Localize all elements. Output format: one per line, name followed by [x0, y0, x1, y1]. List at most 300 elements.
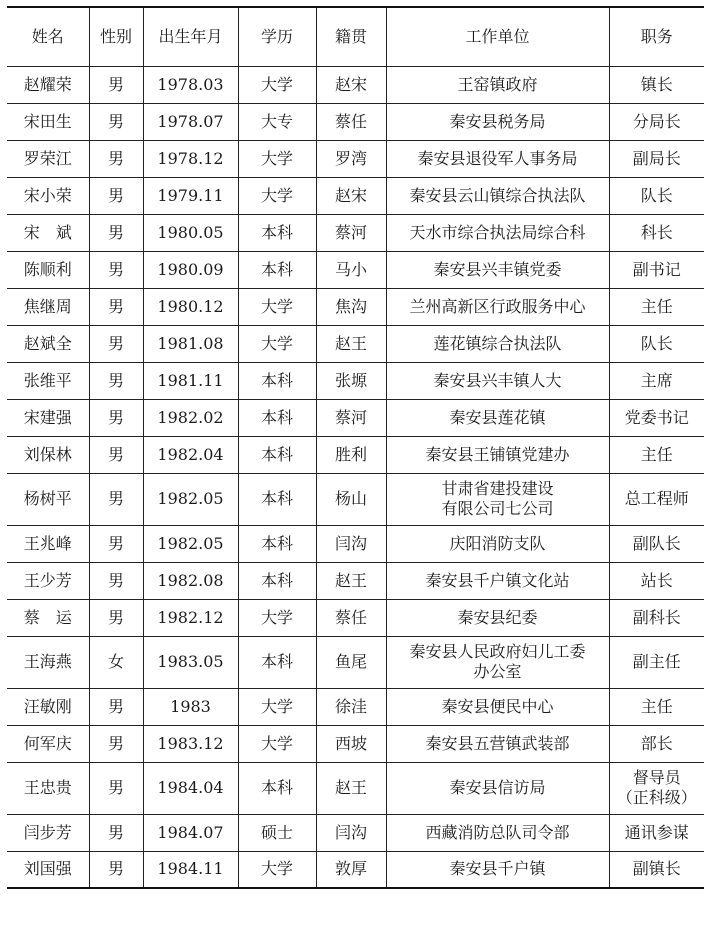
cell-name-text: 王兆峰 [23, 533, 72, 553]
table-row [7, 288, 704, 325]
cell-gender [89, 66, 143, 103]
cell-gender [89, 562, 143, 599]
cell-position [609, 525, 704, 562]
cell-position [609, 636, 704, 688]
cell-education [238, 325, 316, 362]
cell-work-unit-text: 秦安县千户镇文化站 [425, 570, 570, 590]
cell-work-unit [386, 288, 609, 325]
cell-gender [89, 214, 143, 251]
cell-gender-text: 男 [107, 74, 124, 94]
cell-native-place-text: 赵宋 [334, 74, 367, 94]
cell-work-unit [386, 599, 609, 636]
cell-birth-date-text: 1978.12 [157, 148, 224, 168]
cell-gender [89, 103, 143, 140]
cell-birth-date [143, 636, 238, 688]
cell-native-place [316, 362, 386, 399]
cell-name [7, 762, 89, 814]
cell-birth-date-text: 1984.11 [157, 859, 224, 879]
cell-name-text: 赵斌全 [23, 333, 72, 353]
cell-birth-date-text: 1978.07 [157, 111, 224, 131]
header-name: 姓名 [7, 7, 89, 66]
cell-education [238, 473, 316, 525]
cell-gender-text: 男 [107, 489, 124, 508]
cell-gender [89, 599, 143, 636]
cell-birth-date [143, 140, 238, 177]
cell-gender [89, 399, 143, 436]
cell-native-place [316, 851, 386, 888]
cell-position [609, 214, 704, 251]
cell-name [7, 851, 89, 888]
cell-native-place-text: 罗湾 [334, 148, 367, 168]
cell-position-text: 督导员 （正科级） [616, 768, 697, 807]
cell-work-unit-text: 庆阳消防支队 [449, 533, 546, 553]
cell-work-unit-text: 秦安县五营镇武装部 [425, 733, 570, 753]
cell-name-text: 何军庆 [23, 733, 72, 753]
cell-position-text: 队长 [640, 333, 673, 353]
cell-education-text: 本科 [260, 444, 293, 464]
cell-education [238, 103, 316, 140]
cell-education-text: 本科 [260, 652, 293, 671]
table-row [7, 251, 704, 288]
table-row [7, 525, 704, 562]
cell-gender [89, 325, 143, 362]
cell-name-text: 汪敏刚 [23, 696, 72, 716]
cell-birth-date-text: 1981.11 [157, 370, 224, 390]
cell-native-place-text: 蔡河 [334, 222, 367, 242]
cell-position-text: 副书记 [632, 259, 681, 279]
cell-birth-date [143, 725, 238, 762]
table-row [7, 103, 704, 140]
cell-education-text: 本科 [260, 407, 293, 427]
cell-name [7, 214, 89, 251]
cell-gender-text: 男 [107, 696, 124, 716]
cell-birth-date [143, 688, 238, 725]
table-row [7, 214, 704, 251]
cell-gender [89, 851, 143, 888]
cell-name [7, 103, 89, 140]
cell-education [238, 636, 316, 688]
table-row [7, 66, 704, 103]
cell-native-place-text: 张塬 [334, 370, 367, 390]
table-row [7, 140, 704, 177]
cell-gender-text: 女 [107, 652, 124, 671]
cell-education-text: 大学 [260, 333, 293, 353]
cell-birth-date [143, 177, 238, 214]
cell-position-text: 副科长 [632, 607, 681, 627]
cell-position [609, 325, 704, 362]
cell-native-place-text: 闫沟 [334, 822, 367, 842]
cell-work-unit [386, 251, 609, 288]
cell-gender-text: 男 [107, 822, 124, 842]
cell-gender [89, 177, 143, 214]
cell-position [609, 362, 704, 399]
cell-education [238, 140, 316, 177]
cell-gender-text: 男 [107, 859, 124, 879]
cell-gender [89, 436, 143, 473]
cell-name [7, 325, 89, 362]
cell-native-place [316, 762, 386, 814]
cell-work-unit [386, 214, 609, 251]
cell-gender-text: 男 [107, 533, 124, 553]
cell-position [609, 399, 704, 436]
cell-work-unit-text: 秦安县兴丰镇党委 [433, 259, 562, 279]
cell-native-place [316, 636, 386, 688]
cell-native-place-text: 赵王 [334, 333, 367, 353]
cell-work-unit-text: 西藏消防总队司令部 [425, 822, 570, 842]
cell-native-place [316, 688, 386, 725]
cell-education [238, 399, 316, 436]
cell-position-text: 主任 [640, 444, 673, 464]
cell-name-text: 宋建强 [23, 407, 72, 427]
cell-native-place-text: 鱼尾 [334, 652, 367, 671]
cell-position-text: 总工程师 [624, 489, 689, 508]
cell-native-place-text: 赵王 [334, 778, 367, 797]
cell-birth-date-text: 1983 [170, 696, 211, 716]
cell-work-unit-text: 秦安县纪委 [457, 607, 538, 627]
personnel-table-sheet [7, 6, 704, 889]
cell-gender-text: 男 [107, 148, 124, 168]
cell-education [238, 525, 316, 562]
cell-position-text: 主任 [640, 296, 673, 316]
cell-birth-date-text: 1982.04 [157, 444, 224, 464]
cell-name [7, 251, 89, 288]
header-education: 学历 [238, 7, 316, 66]
cell-birth-date [143, 399, 238, 436]
cell-native-place-text: 赵宋 [334, 185, 367, 205]
cell-work-unit [386, 636, 609, 688]
cell-work-unit [386, 362, 609, 399]
cell-position [609, 140, 704, 177]
cell-work-unit-text: 天水市综合执法局综合科 [409, 222, 586, 242]
cell-work-unit-text: 秦安县信访局 [449, 778, 546, 797]
header-row [7, 7, 704, 66]
cell-birth-date [143, 214, 238, 251]
cell-name-text: 赵耀荣 [23, 74, 72, 94]
cell-birth-date-text: 1982.02 [157, 407, 224, 427]
cell-birth-date-text: 1982.05 [157, 533, 224, 553]
table-row [7, 599, 704, 636]
cell-native-place [316, 399, 386, 436]
table-row [7, 562, 704, 599]
table-row [7, 362, 704, 399]
header-native-place: 籍贯 [316, 7, 386, 66]
cell-position-text: 站长 [640, 570, 673, 590]
header-birth-date: 出生年月 [143, 7, 238, 66]
cell-birth-date [143, 562, 238, 599]
cell-gender-text: 男 [107, 111, 124, 131]
table-row [7, 762, 704, 814]
cell-position [609, 103, 704, 140]
cell-position [609, 725, 704, 762]
cell-work-unit-text: 甘肃省建投建设 有限公司七公司 [441, 479, 554, 518]
cell-education [238, 814, 316, 851]
cell-native-place-text: 蔡河 [334, 407, 367, 427]
cell-name-text: 罗荣江 [23, 148, 72, 168]
cell-education-text: 本科 [260, 370, 293, 390]
cell-native-place-text: 敦厚 [334, 859, 367, 879]
cell-gender-text: 男 [107, 333, 124, 353]
cell-birth-date-text: 1980.12 [157, 296, 224, 316]
table-row [7, 814, 704, 851]
cell-name-text: 刘保林 [23, 444, 72, 464]
cell-birth-date-text: 1984.07 [157, 822, 224, 842]
cell-gender-text: 男 [107, 407, 124, 427]
cell-gender-text: 男 [107, 185, 124, 205]
cell-work-unit-text: 秦安县王铺镇党建办 [425, 444, 570, 464]
header-work-unit: 工作单位 [386, 7, 609, 66]
cell-native-place [316, 214, 386, 251]
cell-work-unit [386, 103, 609, 140]
cell-education-text: 本科 [260, 222, 293, 242]
cell-education [238, 725, 316, 762]
cell-birth-date-text: 1982.08 [157, 570, 224, 590]
cell-birth-date-text: 1978.03 [157, 74, 224, 94]
cell-native-place [316, 103, 386, 140]
cell-gender [89, 762, 143, 814]
cell-education [238, 362, 316, 399]
cell-work-unit-text: 秦安县便民中心 [441, 696, 554, 716]
cell-native-place-text: 蔡任 [334, 607, 367, 627]
cell-native-place-text: 焦沟 [334, 296, 367, 316]
cell-work-unit-text: 兰州高新区行政服务中心 [409, 296, 586, 316]
cell-work-unit [386, 325, 609, 362]
cell-education-text: 本科 [260, 533, 293, 553]
cell-education [238, 851, 316, 888]
cell-native-place [316, 140, 386, 177]
cell-birth-date-text: 1979.11 [157, 185, 224, 205]
table-row [7, 177, 704, 214]
cell-education-text: 本科 [260, 489, 293, 508]
cell-birth-date [143, 525, 238, 562]
cell-name [7, 473, 89, 525]
cell-education-text: 大学 [260, 185, 293, 205]
cell-birth-date [143, 473, 238, 525]
cell-gender-text: 男 [107, 570, 124, 590]
cell-native-place [316, 814, 386, 851]
cell-position [609, 436, 704, 473]
cell-name-text: 王忠贵 [23, 778, 72, 797]
cell-gender [89, 525, 143, 562]
cell-gender-text: 男 [107, 259, 124, 279]
cell-work-unit [386, 525, 609, 562]
cell-name [7, 562, 89, 599]
cell-work-unit [386, 725, 609, 762]
cell-birth-date [143, 288, 238, 325]
cell-position [609, 851, 704, 888]
cell-gender [89, 288, 143, 325]
header-position: 职务 [609, 7, 704, 66]
cell-education [238, 66, 316, 103]
cell-native-place [316, 562, 386, 599]
cell-work-unit-text: 秦安县税务局 [449, 111, 546, 131]
cell-birth-date-text: 1983.05 [157, 652, 224, 671]
cell-native-place [316, 177, 386, 214]
table-row [7, 851, 704, 888]
cell-name-text: 张维平 [23, 370, 72, 390]
cell-name [7, 177, 89, 214]
cell-birth-date-text: 1982.05 [157, 489, 224, 508]
cell-gender [89, 251, 143, 288]
cell-position [609, 66, 704, 103]
cell-position-text: 副主任 [632, 652, 681, 671]
cell-work-unit-text: 莲花镇综合执法队 [433, 333, 562, 353]
cell-work-unit-text: 秦安县莲花镇 [449, 407, 546, 427]
cell-education-text: 大学 [260, 148, 293, 168]
table-row [7, 436, 704, 473]
cell-position [609, 288, 704, 325]
cell-education [238, 762, 316, 814]
cell-education-text: 大学 [260, 607, 293, 627]
cell-education-text: 大学 [260, 859, 293, 879]
cell-native-place [316, 436, 386, 473]
cell-name [7, 436, 89, 473]
cell-name [7, 599, 89, 636]
cell-position-text: 副队长 [632, 533, 681, 553]
cell-work-unit [386, 762, 609, 814]
table-row [7, 325, 704, 362]
table-row [7, 688, 704, 725]
cell-birth-date [143, 325, 238, 362]
cell-native-place [316, 66, 386, 103]
cell-education [238, 288, 316, 325]
cell-gender-text: 男 [107, 444, 124, 464]
cell-birth-date [143, 762, 238, 814]
cell-position-text: 副局长 [632, 148, 681, 168]
cell-work-unit-text: 秦安县千户镇 [449, 859, 546, 879]
cell-name-text: 王海燕 [23, 652, 72, 671]
table-row [7, 399, 704, 436]
cell-gender [89, 814, 143, 851]
cell-birth-date-text: 1980.09 [157, 259, 224, 279]
cell-name-text: 刘国强 [23, 859, 72, 879]
cell-position-text: 主任 [640, 696, 673, 716]
cell-birth-date [143, 103, 238, 140]
cell-position-text: 科长 [640, 222, 673, 242]
cell-position-text: 队长 [640, 185, 673, 205]
cell-gender [89, 725, 143, 762]
cell-native-place [316, 288, 386, 325]
cell-native-place-text: 蔡任 [334, 111, 367, 131]
cell-name-text: 杨树平 [23, 489, 72, 508]
cell-work-unit-text: 秦安县人民政府妇儿工委 办公室 [409, 642, 586, 681]
cell-native-place-text: 闫沟 [334, 533, 367, 553]
cell-gender-text: 男 [107, 733, 124, 753]
cell-work-unit [386, 177, 609, 214]
cell-name [7, 362, 89, 399]
cell-birth-date [143, 66, 238, 103]
table-row [7, 473, 704, 525]
cell-education [238, 214, 316, 251]
cell-birth-date-text: 1984.04 [157, 778, 224, 797]
cell-birth-date [143, 362, 238, 399]
cell-native-place [316, 525, 386, 562]
cell-position-text: 党委书记 [624, 407, 689, 427]
cell-position-text: 通讯参谋 [624, 822, 689, 842]
cell-native-place-text: 马小 [334, 259, 367, 279]
cell-work-unit [386, 66, 609, 103]
table-body [7, 66, 704, 888]
cell-name [7, 288, 89, 325]
cell-name [7, 399, 89, 436]
table-row [7, 725, 704, 762]
cell-birth-date [143, 851, 238, 888]
cell-work-unit [386, 851, 609, 888]
cell-education [238, 562, 316, 599]
cell-native-place [316, 251, 386, 288]
cell-name-text: 宋田生 [23, 111, 72, 131]
cell-position [609, 251, 704, 288]
cell-birth-date-text: 1983.12 [157, 733, 224, 753]
cell-birth-date-text: 1981.08 [157, 333, 224, 353]
cell-gender-text: 男 [107, 296, 124, 316]
cell-position-text: 主席 [640, 370, 673, 390]
cell-gender [89, 636, 143, 688]
cell-education-text: 本科 [260, 778, 293, 797]
cell-work-unit [386, 688, 609, 725]
cell-native-place [316, 599, 386, 636]
cell-name [7, 814, 89, 851]
cell-native-place-text: 徐洼 [334, 696, 367, 716]
cell-position-text: 副镇长 [632, 859, 681, 879]
cell-birth-date [143, 599, 238, 636]
cell-name-text: 陈顺利 [23, 259, 72, 279]
cell-native-place [316, 473, 386, 525]
cell-education-text: 硕士 [260, 822, 293, 842]
cell-gender-text: 男 [107, 778, 124, 797]
cell-name [7, 636, 89, 688]
cell-name-text: 宋小荣 [23, 185, 72, 205]
cell-education [238, 251, 316, 288]
cell-native-place-text: 杨山 [334, 489, 367, 508]
cell-gender [89, 688, 143, 725]
cell-name [7, 140, 89, 177]
cell-gender [89, 140, 143, 177]
cell-native-place [316, 325, 386, 362]
cell-education [238, 436, 316, 473]
cell-name [7, 688, 89, 725]
cell-position [609, 814, 704, 851]
cell-name-text: 焦继周 [23, 296, 72, 316]
cell-position [609, 762, 704, 814]
cell-position [609, 562, 704, 599]
cell-birth-date [143, 814, 238, 851]
cell-position [609, 177, 704, 214]
cell-gender [89, 362, 143, 399]
cell-gender [89, 473, 143, 525]
cell-position-text: 部长 [640, 733, 673, 753]
cell-native-place-text: 西坡 [334, 733, 367, 753]
cell-work-unit-text: 秦安县云山镇综合执法队 [409, 185, 586, 205]
cell-work-unit [386, 473, 609, 525]
cell-position [609, 473, 704, 525]
cell-education-text: 本科 [260, 259, 293, 279]
cell-native-place [316, 725, 386, 762]
personnel-table [7, 6, 704, 889]
header-gender: 性别 [89, 7, 143, 66]
cell-education-text: 大专 [260, 111, 293, 131]
cell-education-text: 大学 [260, 733, 293, 753]
cell-work-unit-text: 王窑镇政府 [457, 74, 538, 94]
cell-gender-text: 男 [107, 370, 124, 390]
cell-work-unit [386, 399, 609, 436]
cell-gender-text: 男 [107, 222, 124, 242]
cell-name [7, 725, 89, 762]
cell-work-unit [386, 814, 609, 851]
cell-work-unit [386, 562, 609, 599]
cell-birth-date [143, 436, 238, 473]
cell-education [238, 688, 316, 725]
cell-education [238, 177, 316, 214]
